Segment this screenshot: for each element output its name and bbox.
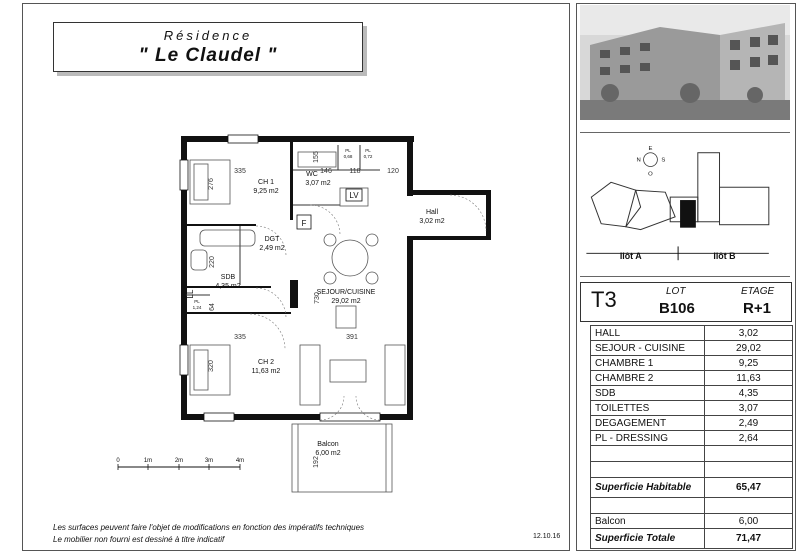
dim-146: 146	[320, 168, 332, 175]
dim-391: 391	[346, 334, 358, 341]
sdb-area: 4,35 m2	[215, 283, 241, 290]
dgt-area: 2,49 m2	[259, 245, 285, 252]
totale-value: 71,47	[705, 529, 793, 549]
area-row	[591, 401, 793, 416]
footnote-line2: Le mobilier non fourni est dessiné à titre indicatif	[53, 535, 225, 544]
area-value: 29,02	[705, 341, 793, 356]
svg-text:N: N	[636, 157, 641, 164]
apartment-type: T3	[591, 287, 617, 312]
scale-1m: 1m	[143, 458, 153, 464]
area-row	[591, 371, 793, 386]
mark-lv: LV	[349, 191, 359, 200]
ilot-a-label: Ilôt A	[619, 251, 642, 262]
mark-f: F	[301, 219, 307, 228]
area-label: DEGAGEMENT	[591, 416, 705, 431]
site-keymap	[580, 132, 790, 277]
building-rendering	[580, 5, 790, 120]
dim-120: 120	[387, 168, 399, 175]
lot-info	[580, 282, 792, 322]
scale-3m: 3m	[204, 458, 214, 464]
pl3-name: PL	[194, 299, 200, 304]
pl2-name: PL	[365, 148, 371, 153]
dim-335-top: 335	[234, 168, 246, 175]
totale-label: Superficie Totale	[591, 529, 705, 549]
balcon-label: Balcon	[591, 514, 705, 529]
dim-64: 64	[209, 303, 216, 311]
area-value: 2,49	[705, 416, 793, 431]
pl3-area: 1,24	[192, 305, 202, 310]
scale-2m: 2m	[174, 458, 184, 464]
scale-bar	[116, 458, 244, 470]
ch1-area: 9,25 m2	[253, 188, 279, 195]
area-row	[591, 431, 793, 446]
balcon-value: 6,00	[705, 514, 793, 529]
area-label: CHAMBRE 2	[591, 371, 705, 386]
area-label: TOILETTES	[591, 401, 705, 416]
area-label: HALL	[591, 326, 705, 341]
pl1-name: PL	[345, 148, 351, 153]
area-row	[591, 416, 793, 431]
area-row	[591, 386, 793, 401]
dim-730: 730	[314, 292, 321, 304]
pl2-area: 0,72	[363, 154, 373, 159]
area-row	[591, 341, 793, 356]
mark-ll: LL	[186, 289, 195, 299]
total-row	[591, 529, 793, 549]
scale-0: 0	[116, 458, 120, 464]
pl1-area: 0,68	[343, 154, 353, 159]
area-value: 9,25	[705, 356, 793, 371]
dim-220: 220	[209, 256, 216, 268]
sdb-name: SDB	[220, 274, 236, 281]
area-value: 3,07	[705, 401, 793, 416]
balcon-name: Balcon	[317, 441, 339, 448]
area-value: 4,35	[705, 386, 793, 401]
hall-name: Hall	[425, 209, 439, 216]
habitable-label: Superficie Habitable	[591, 478, 705, 498]
plan-date: 12.10.16	[533, 533, 561, 540]
dim-335-bottom: 335	[234, 334, 246, 341]
svg-text:S: S	[661, 157, 666, 164]
hall-area: 3,02 m2	[419, 218, 445, 225]
area-row	[591, 356, 793, 371]
habitable-value: 65,47	[705, 478, 793, 498]
area-value: 2,64	[705, 431, 793, 446]
dim-276: 276	[208, 178, 215, 190]
footnote	[53, 522, 364, 546]
etage-value: R+1	[743, 300, 771, 317]
area-value: 11,63	[705, 371, 793, 386]
residence-subtitle: Résidence	[163, 28, 253, 43]
wc-name: WC	[306, 171, 318, 178]
footnote-line1: Les surfaces peuvent faire l'objet de modifications en fonction des impératifs techniques	[53, 523, 365, 532]
ch1-name: CH 1	[258, 179, 274, 186]
habitable-row	[591, 478, 793, 498]
area-label: PL - DRESSING	[591, 431, 705, 446]
compass-icon	[637, 146, 666, 178]
ch2-name: CH 2	[258, 359, 274, 366]
lot-value: B106	[659, 300, 695, 317]
balcon-row	[591, 514, 793, 529]
wc-area: 3,07 m2	[305, 180, 331, 187]
dim-155: 155	[313, 151, 320, 163]
etage-label: ETAGE	[741, 286, 775, 297]
area-label: SDB	[591, 386, 705, 401]
dgt-name: DGT	[264, 236, 280, 243]
svg-text:O: O	[648, 171, 653, 178]
dim-192: 192	[313, 456, 320, 468]
residence-name: " Le Claudel "	[138, 45, 278, 66]
dim-118: 118	[349, 168, 361, 175]
area-label: CHAMBRE 1	[591, 356, 705, 371]
area-value: 3,02	[705, 326, 793, 341]
ilot-b-label: Ilôt B	[713, 251, 736, 262]
area-row	[591, 326, 793, 341]
area-table	[590, 325, 793, 549]
sejour-area: 29,02 m2	[331, 298, 361, 305]
dim-320: 320	[208, 360, 215, 372]
lot-label: LOT	[666, 286, 686, 297]
ch2-area: 11,63 m2	[251, 368, 281, 375]
scale-4m: 4m	[235, 458, 245, 464]
sejour-name: SEJOUR/CUISINE	[316, 289, 376, 296]
balcon-area: 6,00 m2	[315, 450, 341, 457]
area-label: SEJOUR - CUISINE	[591, 341, 705, 356]
svg-text:E: E	[648, 145, 653, 152]
